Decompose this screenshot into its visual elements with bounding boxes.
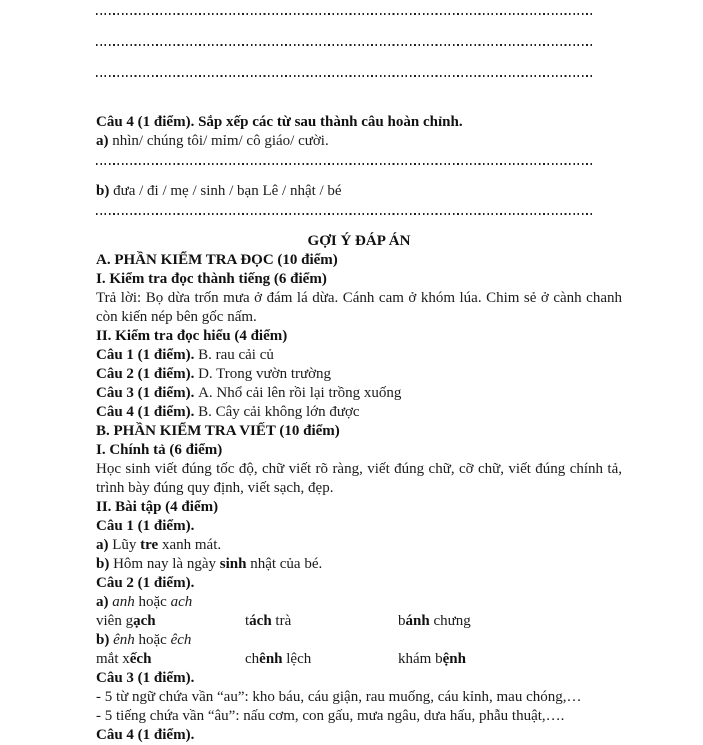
- dotted-answer-line: [96, 163, 622, 182]
- dotted-fill-line: [96, 75, 593, 77]
- dotted-fill-line: [96, 13, 593, 15]
- text-run: viên g: [96, 613, 134, 629]
- text-run: ệnh: [442, 651, 466, 667]
- answer-column: [96, 650, 245, 669]
- text-run: Câu 4 (1 điểm). Sắp xếp các từ sau thành câu hoàn chỉnh.: [96, 114, 463, 130]
- text-run: ach: [170, 594, 193, 610]
- reading-answer-line-1: [96, 289, 622, 308]
- exercise-q4-heading: [96, 726, 622, 745]
- text-run: ạch: [133, 613, 156, 629]
- text-run: ánh: [405, 613, 430, 629]
- answer-q2: [96, 365, 622, 384]
- dictation-note-line-2: [96, 479, 622, 498]
- text-run: Học sinh viết đúng tốc độ, chữ viết rõ ràng, viết đúng chữ, cỡ chữ, viết đúng chính tả,: [96, 461, 622, 477]
- dotted-answer-line: [96, 13, 622, 32]
- exercise-q1a: [96, 536, 622, 555]
- text-run: Câu 4 (1 điểm).: [96, 727, 195, 743]
- exercise-q2-heading: [96, 574, 622, 593]
- text-run: Câu 2 (1 điểm).: [96, 366, 199, 382]
- text-run: khám b: [398, 651, 443, 667]
- dotted-fill-line: [96, 163, 593, 165]
- text-run: I. Kiểm tra đọc thành tiếng (6 điểm): [96, 271, 327, 287]
- text-run: mắt x: [96, 651, 130, 667]
- text-run: Câu 1 (1 điểm).: [96, 518, 195, 534]
- answer-q1: [96, 346, 622, 365]
- text-run: ách: [249, 613, 272, 629]
- text-run: B. Cây cải không lớn được: [198, 404, 360, 420]
- question-4a: [96, 132, 622, 151]
- exercise-q2a-label: [96, 593, 622, 612]
- text-run: anh: [112, 594, 135, 610]
- text-run: xanh mát.: [158, 537, 222, 553]
- dotted-answer-line: [96, 44, 622, 63]
- text-run: Câu 2 (1 điểm).: [96, 575, 195, 591]
- text-run: chưng: [429, 613, 471, 629]
- blank-line: [96, 94, 622, 113]
- answer-column: [245, 612, 398, 631]
- text-run: a): [96, 537, 113, 553]
- dotted-answer-line: [96, 213, 622, 232]
- text-run: Hôm nay là ngày: [113, 556, 220, 572]
- exercise-q1-heading: [96, 517, 622, 536]
- answer-q3: [96, 384, 622, 403]
- text-run: - 5 từ ngữ chứa vần “au”: kho báu, cáu giận, rau muống, cáu kỉnh, mau chóng,…: [96, 689, 582, 705]
- text-run: Câu 3 (1 điểm).: [96, 670, 195, 686]
- text-run: ch: [245, 651, 260, 667]
- dotted-answer-line: [96, 75, 622, 94]
- answer-q4: [96, 403, 622, 422]
- text-run: êch: [170, 632, 192, 648]
- exercise-q3-heading: [96, 669, 622, 688]
- text-run: đưa / đi / mẹ / sinh / bạn Lê / nhật / bé: [113, 183, 342, 199]
- section-a-heading: [96, 251, 622, 270]
- section-a2-heading: [96, 327, 622, 346]
- answer-column: [245, 650, 398, 669]
- text-run: b): [96, 183, 114, 199]
- exercise-q3-answer-au2: [96, 707, 622, 726]
- text-run: A. Nhổ cải lên rồi lại trồng xuống: [198, 385, 402, 401]
- text-run: A. PHẦN KIỂM TRA ĐỌC (10 điểm): [96, 252, 338, 268]
- document-page: [96, 13, 622, 745]
- text-run: II. Kiểm tra đọc hiểu (4 điểm): [96, 328, 288, 344]
- text-run: Trả lời: Bọ dừa trốn mưa ở đám lá dừa. Cánh cam ở khóm lúa. Chim sẻ ở cành chanh: [96, 290, 622, 306]
- reading-answer-line-2: [96, 308, 622, 327]
- text-run: lệch: [282, 651, 312, 667]
- text-run: t: [245, 613, 250, 629]
- text-run: ênh: [113, 632, 135, 648]
- question-4b: [96, 182, 622, 201]
- text-run: hoặc: [134, 594, 171, 610]
- exercise-q2a-answers: [96, 612, 622, 631]
- section-b2-heading: [96, 498, 622, 517]
- text-run: D. Trong vườn trường: [198, 366, 332, 382]
- text-run: sinh: [219, 556, 247, 572]
- text-run: a): [96, 594, 113, 610]
- text-run: Lũy: [112, 537, 141, 553]
- text-run: GỢI Ý ĐÁP ÁN: [307, 233, 411, 249]
- text-run: b): [96, 632, 114, 648]
- text-run: - 5 tiếng chứa vần “âu”: nấu cơm, con gấu, mưa ngâu, dưa hấu, phẫu thuật,….: [96, 708, 565, 724]
- text-run: B. rau cải củ: [198, 347, 274, 363]
- answer-key-title: [96, 232, 622, 251]
- text-run: ếch: [129, 651, 152, 667]
- text-run: II. Bài tập (4 điểm): [96, 499, 219, 515]
- exercise-q1b: [96, 555, 622, 574]
- text-run: b: [398, 613, 406, 629]
- answer-column: [96, 612, 245, 631]
- answer-column: [398, 612, 622, 631]
- text-run: Câu 3 (1 điểm).: [96, 385, 199, 401]
- section-b-heading: [96, 422, 622, 441]
- dictation-note-line-1: [96, 460, 622, 479]
- answer-column: [398, 650, 622, 669]
- text-run: nhìn/ chúng tôi/ mỉm/ cô giáo/ cười.: [112, 133, 329, 149]
- exercise-q2b-answers: [96, 650, 622, 669]
- text-run: Câu 1 (1 điểm).: [96, 347, 199, 363]
- text-run: nhật của bé.: [246, 556, 323, 572]
- section-b1-heading: [96, 441, 622, 460]
- text-run: a): [96, 133, 113, 149]
- text-run: b): [96, 556, 114, 572]
- text-run: trình bày đúng quy định, viết sạch, đẹp.: [96, 480, 334, 496]
- text-run: I. Chính tả (6 điểm): [96, 442, 223, 458]
- text-run: ênh: [259, 651, 283, 667]
- text-run: tre: [140, 537, 159, 553]
- text-run: Câu 4 (1 điểm).: [96, 404, 199, 420]
- exercise-q3-answer-au: [96, 688, 622, 707]
- text-run: hoặc: [134, 632, 171, 648]
- dotted-fill-line: [96, 213, 593, 215]
- text-run: còn kiến nép bên gốc nấm.: [96, 309, 257, 325]
- question-4-heading: [96, 113, 622, 132]
- text-run: trà: [271, 613, 292, 629]
- section-a1-heading: [96, 270, 622, 289]
- exercise-q2b-label: [96, 631, 622, 650]
- text-run: B. PHẦN KIỂM TRA VIẾT (10 điểm): [96, 423, 340, 439]
- dotted-fill-line: [96, 44, 593, 46]
